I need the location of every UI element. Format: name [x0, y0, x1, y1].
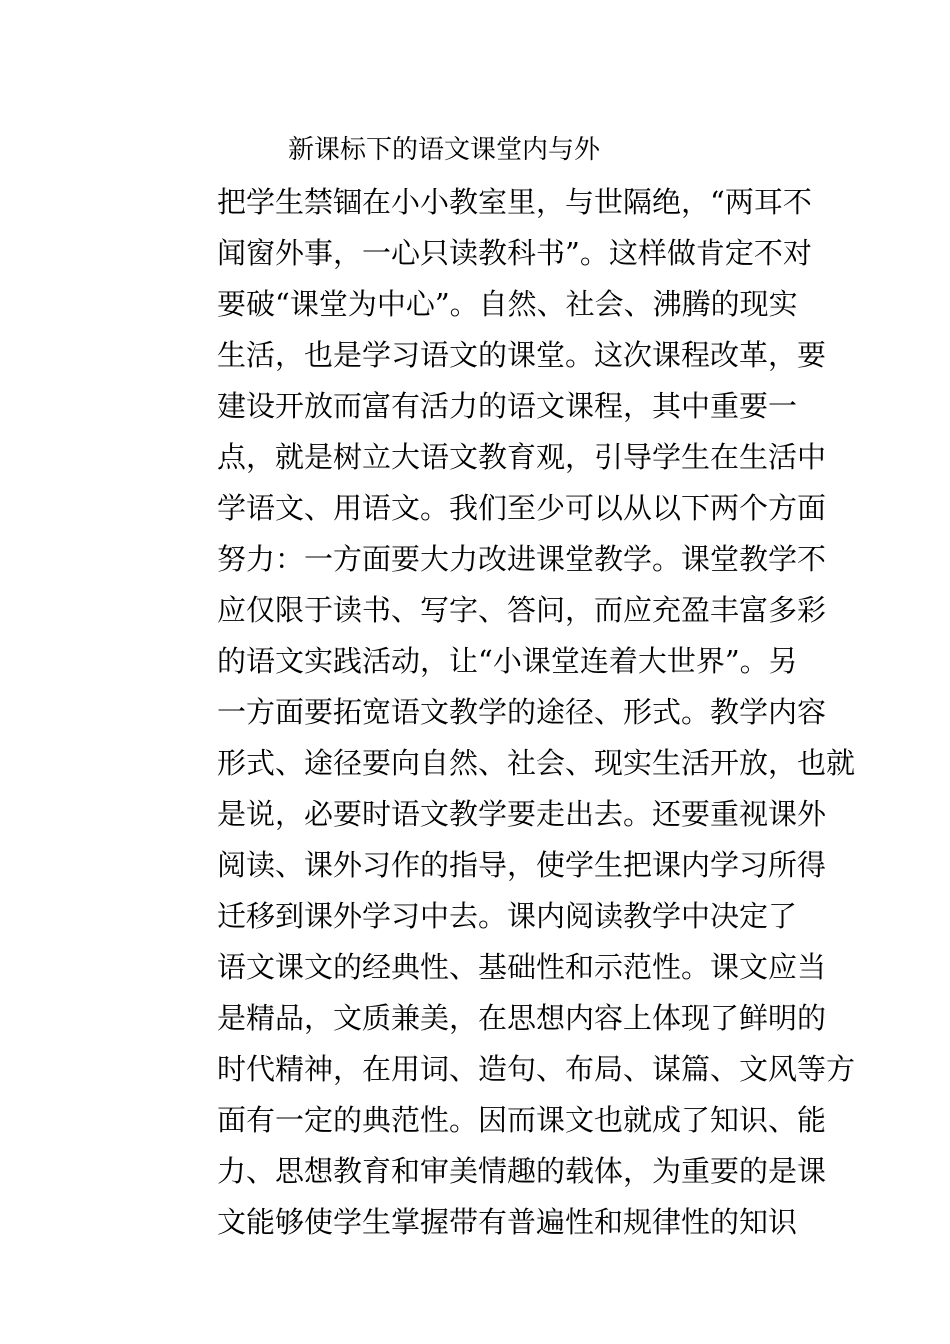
body-line: 学语文、用语文。我们至少可以从以下两个方面	[217, 491, 827, 525]
body-line: 的语文实践活动，让“小课堂连着大世界”。另	[217, 644, 798, 678]
body-line: 把学生禁锢在小小教室里，与世隔绝，“两耳不	[217, 185, 812, 219]
body-line: 是精品，文质兼美，在思想内容上体现了鲜明的	[217, 1001, 827, 1035]
body-line: 是说，必要时语文教学要走出去。还要重视课外	[217, 797, 827, 831]
body-line: 生活，也是学习语文的课堂。这次课程改革，要	[217, 338, 827, 372]
body-line: 点，就是树立大语文教育观，引导学生在生活中	[217, 440, 827, 474]
document-body	[217, 177, 856, 1248]
body-line: 迁移到课外学习中去。课内阅读教学中决定了	[217, 899, 798, 933]
body-line: 面有一定的典范性。因而课文也就成了知识、能	[217, 1103, 827, 1137]
body-line: 要破“课堂为中心”。自然、社会、沸腾的现实	[217, 287, 798, 321]
body-line: 阅读、课外习作的指导，使学生把课内学习所得	[217, 848, 827, 882]
body-line: 努力：一方面要大力改进课堂教学。课堂教学不	[217, 542, 827, 576]
body-line: 力、思想教育和审美情趣的载体，为重要的是课	[217, 1154, 827, 1188]
body-line: 应仅限于读书、写字、答问，而应充盈丰富多彩	[217, 593, 827, 627]
body-line: 闻窗外事，一心只读教科书”。这样做肯定不对	[217, 236, 812, 270]
body-line: 建设开放而富有活力的语文课程，其中重要一	[217, 389, 798, 423]
body-line: 文能够使学生掌握带有普遍性和规律性的知识	[217, 1205, 798, 1239]
body-line: 时代精神，在用词、造句、布局、谋篇、文风等方	[217, 1052, 856, 1086]
body-line: 形式、途径要向自然、社会、现实生活开放，也就	[217, 746, 856, 780]
body-line: 一方面要拓宽语文教学的途径、形式。教学内容	[217, 695, 827, 729]
body-line: 语文课文的经典性、基础性和示范性。课文应当	[217, 950, 827, 984]
document-title: 新课标下的语文课堂内与外	[288, 135, 601, 165]
